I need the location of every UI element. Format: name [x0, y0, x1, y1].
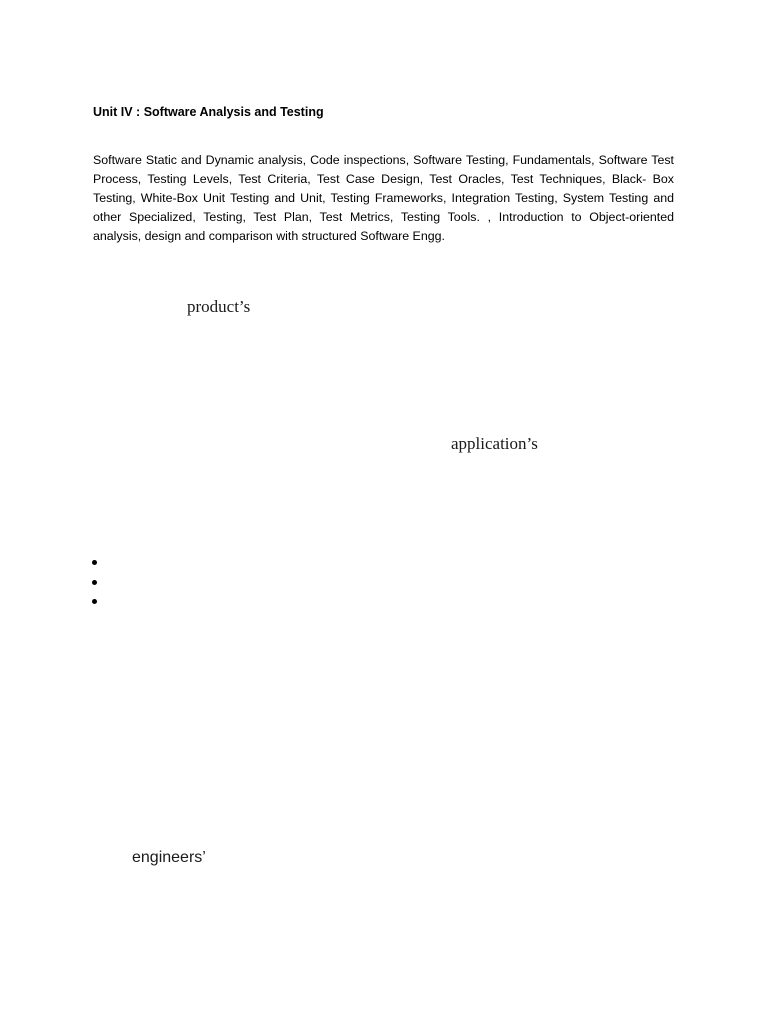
bullet-icon: [92, 580, 97, 585]
text-fragment-application: application’s: [451, 434, 538, 453]
list-item: [88, 553, 108, 573]
list-item: [88, 573, 108, 593]
syllabus-paragraph: Software Static and Dynamic analysis, Code inspections, Software Testing, Fundamentals, Software Test Process, Testing Levels, Test Criteria, Test Case Design, Test Oracles, Test Techniques, Black- Box Testing, White-Box Unit Testing and Unit, Testing Frameworks, Integration Testing, System Testing and other Specialized, Testing, Test Plan, Test Metrics, Testing Tools. , Introduction to Object-oriented analysis, design and comparison with structured Software Engg.: [93, 153, 674, 243]
bullet-icon: [92, 599, 97, 604]
bullet-list: [88, 553, 108, 612]
unit-heading: Unit IV : Software Analysis and Testing: [93, 105, 324, 119]
text-fragment-products: product’s: [187, 297, 251, 316]
list-item: [88, 592, 108, 612]
text-fragment-engineers: engineers’: [132, 849, 206, 866]
bullet-icon: [92, 560, 97, 565]
